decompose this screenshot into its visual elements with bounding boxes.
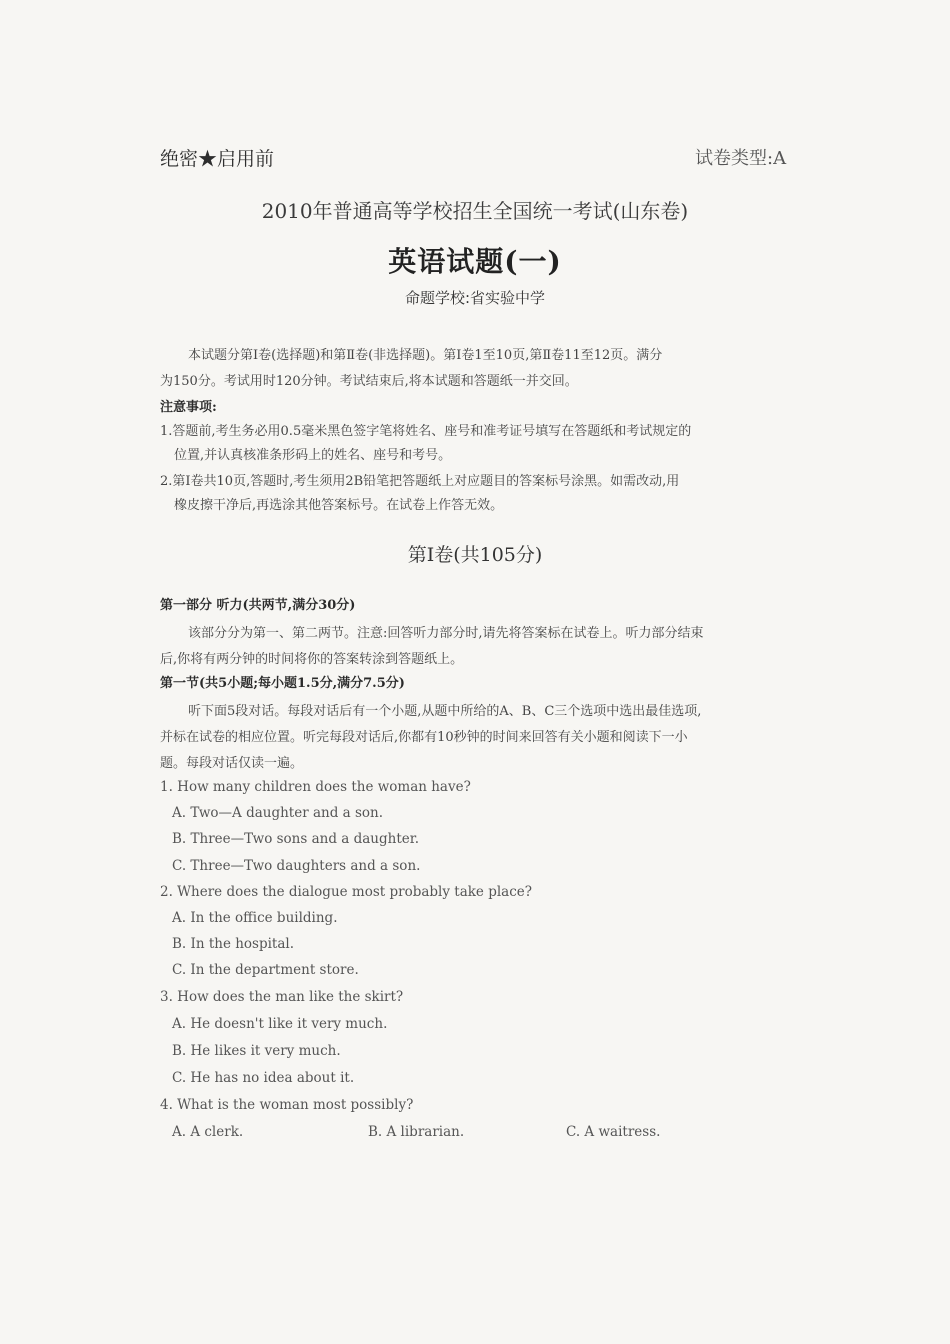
question-2-option-c: C. In the department store. bbox=[172, 962, 359, 978]
intro-line-1: 本试题分第Ⅰ卷(选择题)和第Ⅱ卷(非选择题)。第Ⅰ卷1至10页,第Ⅱ卷11至12页。满分 bbox=[188, 348, 663, 363]
question-1-stem: 1. How many children does the woman have? bbox=[160, 779, 471, 795]
question-4-option-c: C. A waitress. bbox=[566, 1124, 661, 1140]
exam-title: 2010年普通高等学校招生全国统一考试(山东卷) bbox=[261, 199, 689, 223]
part-desc-line-1: 该部分分为第一、第二两节。注意:回答听力部分时,请先将答案标在试卷上。听力部分结束 bbox=[188, 626, 704, 641]
question-2-stem: 2. Where does the dialogue most probably take place? bbox=[160, 884, 533, 900]
notes-label: 注意事项: bbox=[160, 400, 217, 415]
sub-desc-line-2: 并标在试卷的相应位置。听完每段对话后,你都有10秒钟的时间来回答有关小题和阅读下一小 bbox=[160, 730, 688, 745]
sub-section-title: 第一节(共5小题;每小题1.5分,满分7.5分) bbox=[160, 676, 405, 691]
question-3-option-a: A. He doesn't like it very much. bbox=[172, 1016, 388, 1032]
part-desc-line-2: 后,你将有两分钟的时间将你的答案转涂到答题纸上。 bbox=[160, 652, 464, 667]
question-1-option-c: C. Three—Two daughters and a son. bbox=[172, 858, 421, 874]
secret-label: 绝密★启用前 bbox=[160, 148, 275, 170]
question-4-stem: 4. What is the woman most possibly? bbox=[160, 1097, 414, 1113]
question-2-option-a: A. In the office building. bbox=[172, 910, 338, 926]
sub-desc-line-3: 题。每段对话仅读一遍。 bbox=[160, 756, 304, 771]
sub-desc-line-1: 听下面5段对话。每段对话后有一个小题,从题中所给的A、B、C三个选项中选出最佳选项, bbox=[188, 704, 702, 719]
question-2-option-b: B. In the hospital. bbox=[172, 936, 295, 952]
section-title: 第Ⅰ卷(共105分) bbox=[407, 544, 543, 566]
question-3-stem: 3. How does the man like the skirt? bbox=[160, 989, 404, 1005]
note-2-line-1: 2.第Ⅰ卷共10页,答题时,考生须用2B铅笔把答题纸上对应题目的答案标号涂黑。如需改动,用 bbox=[160, 474, 680, 489]
note-2-line-2: 橡皮擦干净后,再选涂其他答案标号。在试卷上作答无效。 bbox=[174, 498, 504, 513]
main-title: 英语试题(一) bbox=[388, 245, 562, 278]
school-name: 命题学校:省实验中学 bbox=[404, 289, 546, 307]
intro-line-2: 为150分。考试用时120分钟。考试结束后,将本试题和答题纸一并交回。 bbox=[160, 374, 578, 389]
question-3-option-c: C. He has no idea about it. bbox=[172, 1070, 355, 1086]
part-title: 第一部分 听力(共两节,满分30分) bbox=[160, 598, 356, 613]
question-4-option-a: A. A clerk. bbox=[172, 1124, 244, 1140]
question-1-option-a: A. Two—A daughter and a son. bbox=[172, 805, 384, 821]
question-3-option-b: B. He likes it very much. bbox=[172, 1043, 341, 1059]
note-1-line-1: 1.答题前,考生务必用0.5毫米黑色签字笔将姓名、座号和准考证号填写在答题纸和考试规定的 bbox=[160, 424, 692, 439]
paper-type: 试卷类型:A bbox=[695, 148, 787, 169]
question-1-option-b: B. Three—Two sons and a daughter. bbox=[172, 831, 420, 847]
note-1-line-2: 位置,并认真核准条形码上的姓名、座号和考号。 bbox=[174, 448, 452, 463]
question-4-option-b: B. A librarian. bbox=[368, 1124, 465, 1140]
